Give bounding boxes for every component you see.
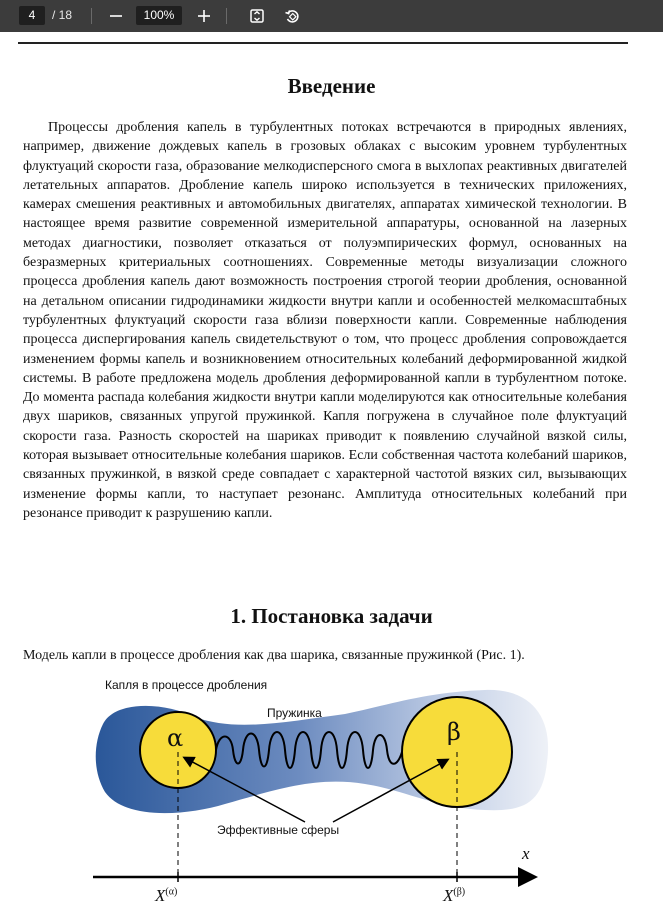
axis-label-x: x (522, 844, 530, 863)
label-effective-spheres: Эффективные сферы (217, 823, 340, 837)
toolbar-divider (91, 8, 92, 24)
label-beta: β (447, 718, 461, 746)
label-x-beta-sup: (β) (453, 886, 466, 898)
page-number-input[interactable]: 4 (19, 6, 45, 25)
label-spring: Пружинка (267, 706, 322, 720)
model-description: Модель капли в процессе дробления как два шарика, связанные пружинкой (Рис. 1). (23, 648, 525, 663)
pdf-toolbar (0, 0, 663, 32)
fit-page-button[interactable] (244, 3, 270, 29)
zoom-level-input[interactable]: 100% (136, 6, 182, 25)
minus-icon (109, 9, 123, 23)
label-x-alpha-sup: (α) (165, 886, 178, 898)
label-x-alpha (155, 886, 177, 906)
zoom-in-button[interactable] (191, 3, 217, 29)
label-x-beta-main: X (443, 886, 454, 905)
intro-heading: Введение (287, 74, 376, 98)
fit-page-icon (249, 8, 265, 24)
zoom-out-button[interactable] (103, 3, 129, 29)
label-x-alpha-main: X (155, 886, 166, 905)
label-x-beta (443, 886, 465, 906)
page-header-rule (18, 42, 628, 44)
label-alpha: α (167, 724, 184, 752)
figure-drop-model (85, 672, 555, 908)
section-heading: 1. Постановка задачи (230, 604, 433, 628)
intro-paragraph: Процессы дробления капель в турбулентных потоках встречаются в природных явлениях, например, движение дождевых капель в грозовых облаках с высоким уровнем турбулентных флуктуаций скорости газа, образование мелкодисперсного смога в выхлопах реактивных двигателей летательных аппаратов. Дробление капель широко используется в технических приложениях, камерах смешения реактивных и автомобильных двигателях, аппаратах химической технологии. В настоящее время развитие современной измерительной аппаратуры, основанной на лазерных методах диагностики, позволяет отказаться от полуэмпирических формул, основанных на безразмерных критериальных соотношениях. Современные методы визуализации сложного процесса дробления капель дают возможность построения строгой теории дробления, основанной на детальном описании гидродинамики жидкости внутри капли и особенностей мелкомасштабных турбулентных флуктуаций скорости газа вблизи поверхности капли. Современные наблюдения процесса диспергирования капель свидетельствуют о том, что процесс дробления сопровождается изменением формы капель и возникновением относительных колебаний деформированной жидкой системы. В работе предложена модель дробления деформированной капли в турбулентном потоке. До момента распада колебания жидкости внутри капли моделируются как относительные колебания двух шариков, связанных упругой пружинкой. Капля погружена в случайное поле флуктуаций скорости газа. Разность скоростей на шариках приводит к появлению случайной вязкой силы, которая вызывает относительные колебания шариков. Если собственная частота колебаний шариков, связанных пружинкой, в вязкой среде совпадает с характерной частотой вязких сил, вызывающих изменение формы капли, то наступает резонанс. Амплитуда относительных колебаний при резонансе приводит к разрушению капли. (23, 120, 627, 521)
toolbar-divider (226, 8, 227, 24)
rotate-button[interactable] (279, 3, 305, 29)
rotate-icon (284, 8, 301, 25)
plus-icon (197, 9, 211, 23)
label-drop: Капля в процессе дробления (105, 678, 268, 692)
page-total: / 18 (52, 8, 73, 22)
